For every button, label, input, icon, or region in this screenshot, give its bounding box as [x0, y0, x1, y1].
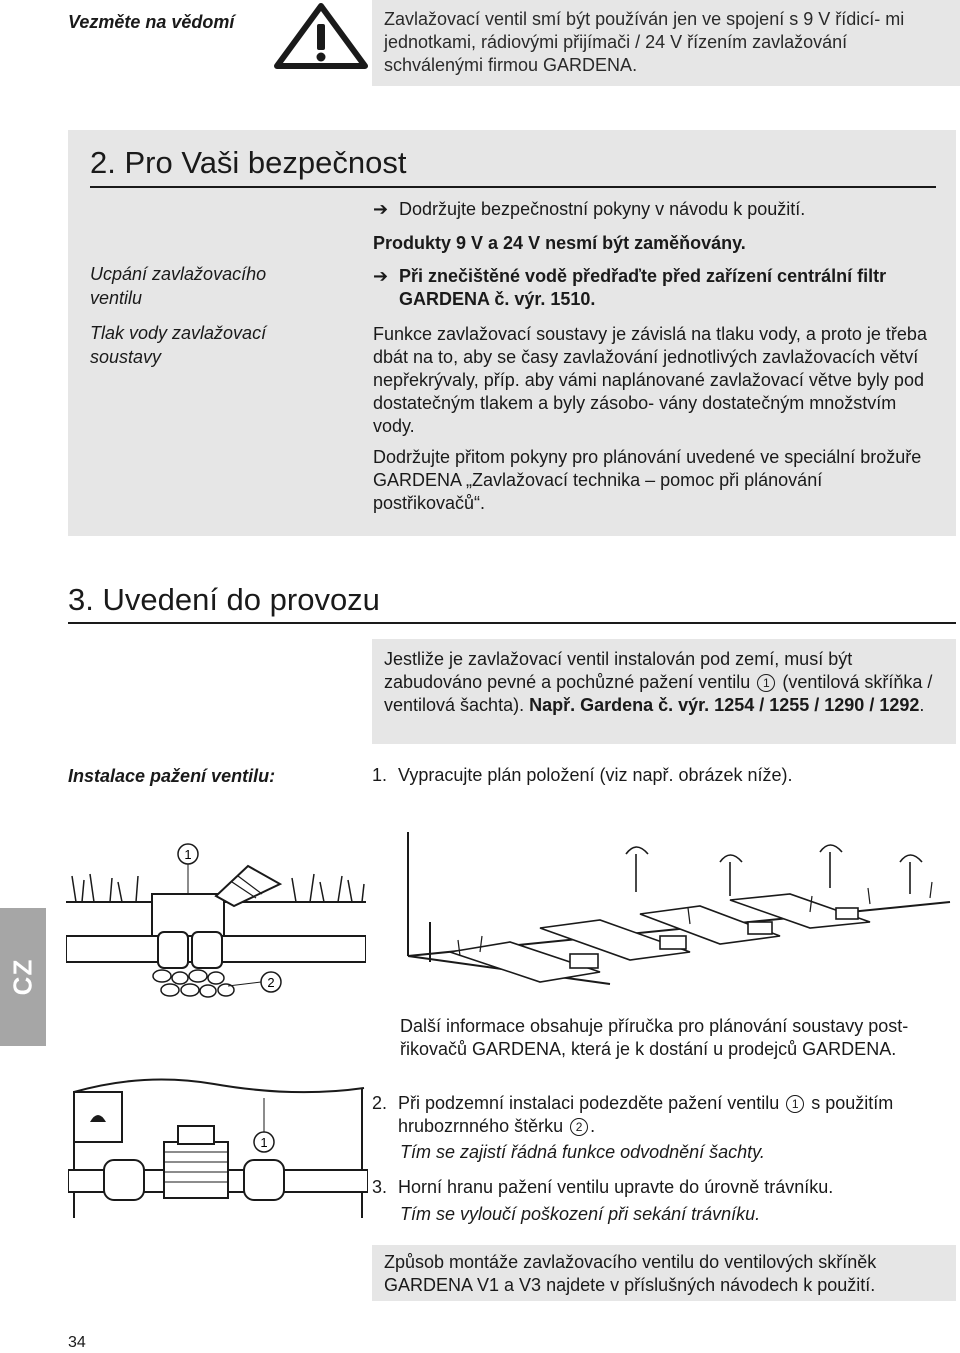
step-2-note: Tím se zajistí řádná funkce odvodnění šachty.: [400, 1142, 765, 1162]
safety-line-2: Produkty 9 V a 24 V nesmí být zaměňovány.: [373, 233, 746, 253]
brochure-paragraph: Dodržujte přitom pokyny pro plánování uvedené ve speciální brožuře GARDENA „Zavlažovací technika – pomoc při plánování postřikovačů“.: [373, 447, 922, 513]
language-tab-label: CZ: [7, 958, 38, 996]
notice-box: [372, 0, 960, 86]
notice-text: Zavlažovací ventil smí být používán jen ve spojení s 9 V řídicí- mi jednotkami, rádiovými přijímači / 24 V řízením zavlažování schválenými firmou GARDENA.: [384, 9, 905, 75]
page-number: 34: [68, 1334, 86, 1351]
callout-1-label: 1: [184, 847, 192, 862]
language-tab: [0, 908, 46, 1046]
notice-label: Vezměte na vědomí: [68, 12, 235, 32]
installation-box-text: Jestliže je zavlažovací ventil instalován pod zemí, musí být zabudováno pevné a pochůzné pažení ventilu 1 (ventilová skříňka / ventilová šachta). Např. Gardena č. výr. 1254 / 1255 / 1290 / 1292.: [384, 649, 933, 715]
callout-2-icon: 2: [570, 1118, 588, 1136]
step-3-note: Tím se vyloučí poškození při sekání trávníku.: [400, 1204, 761, 1224]
safety-line-1: ➔ Dodržujte bezpečnostní pokyny v návodu k použití.: [373, 199, 806, 219]
section-3-title: 3. Uvedení do provozu: [68, 582, 380, 617]
step-1: 1. Vypracujte plán položení (viz např. obrázek níže).: [372, 765, 793, 785]
side-label-clogging: Ucpání zavlažovacího ventilu: [90, 264, 267, 308]
callout-1-icon: 1: [757, 674, 775, 692]
section-2-rule: [90, 186, 936, 188]
mounting-info-box: [372, 1245, 956, 1301]
callout-1-icon: 1: [786, 1095, 804, 1113]
valve-box-section-illustration: [66, 836, 366, 1006]
section-3-rule: [68, 622, 956, 624]
warning-triangle-icon: [272, 2, 370, 70]
install-label: Instalace pažení ventilu:: [68, 766, 276, 786]
arrow-right-icon: ➔: [373, 199, 389, 219]
pressure-paragraph: Funkce zavlažovací soustavy je závislá na tlaku vody, a proto je třeba dbát na to, aby se časy zavlažování jednotlivých zavlažovacích větví nepřekrývaly, příp. aby vámi naplánované zavlažovací větve byly pod dostatečným tlakem a byly zásobo- vány dostatečným množstvím vody.: [373, 324, 927, 436]
installation-box: [372, 639, 956, 744]
callout-2-label: 2: [267, 975, 275, 990]
mounting-info-text: Způsob montáže zavlažovacího ventilu do ventilových skříněk GARDENA V1 a V3 najdete v příslušných návodech k použití.: [384, 1252, 877, 1295]
arrow-right-icon: ➔: [373, 266, 389, 286]
side-label-pressure: Tlak vody zavlažovací soustavy: [90, 323, 267, 367]
step-3: 3. Horní hranu pažení ventilu upravte do úrovně trávníku.: [372, 1177, 834, 1197]
safety-line-3: ➔ Při znečištěné vodě předřaďte před zařízení centrální filtr GARDENA č. výr. 1510.: [373, 266, 887, 309]
more-info-paragraph: Další informace obsahuje příručka pro plánování soustavy post-řikovačů GARDENA, která je k dostání u prodejců GARDENA.: [400, 1016, 909, 1059]
valve-box-ground-illustration: [68, 1078, 368, 1228]
callout-1-label: 1: [260, 1135, 268, 1150]
step-2: 2. Při podzemní instalaci podezděte pažení ventilu 1 s použitím hrubozrnného štěrku 2 .: [372, 1093, 894, 1136]
section-2-title: 2. Pro Vaši bezpečnost: [90, 145, 407, 180]
garden-layout-illustration: [390, 832, 956, 988]
